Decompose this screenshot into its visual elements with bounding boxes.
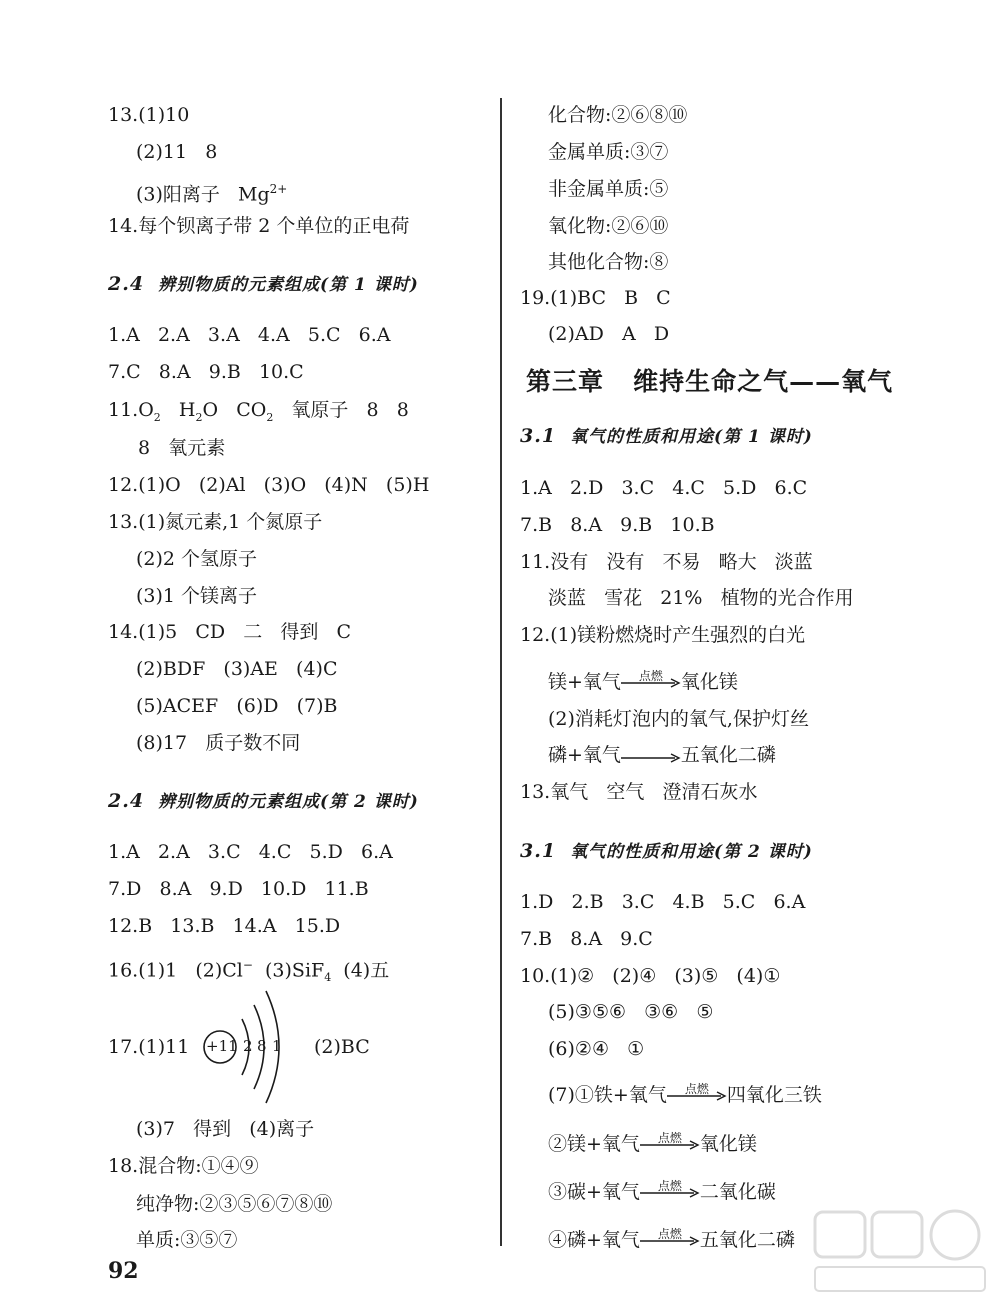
answer-line: (3)1 个镁离子	[136, 585, 258, 607]
answer-line: 1.D 2.B 3.C 4.B 5.C 6.A	[520, 891, 806, 913]
reaction-arrow: 点燃	[640, 1132, 700, 1156]
answer-line: (5)ACEF (6)D (7)B	[136, 695, 338, 717]
electron-shell-3: 1	[272, 1037, 282, 1055]
electron-shell-2: 8	[257, 1037, 267, 1055]
answer-line: 16.(1)1 (2)Cl− (3)SiF$_4$ (4)五	[108, 958, 390, 985]
chapter-title: 第三章 维持生命之气——氧气	[526, 367, 894, 396]
section-heading: 2.4 辨别物质的元素组成(第 1 课时)	[108, 273, 419, 295]
reaction-arrow: 点燃	[621, 670, 681, 694]
answer-line: 淡蓝 雪花 21% 植物的光合作用	[548, 587, 854, 609]
column-divider	[500, 98, 502, 1246]
answer-line: 7.B 8.A 9.C	[520, 928, 653, 950]
answer-line: 14.(1)5 CD 二 得到 C	[108, 621, 352, 643]
answer-line: (3)7 得到 (4)离子	[136, 1118, 315, 1140]
answer-line: 氧化物:②⑥⑩	[548, 215, 669, 237]
reaction-arrow	[621, 743, 681, 767]
equation-line: ②镁+氧气 点燃 氧化镁	[548, 1131, 757, 1155]
section-heading: 3.1 氧气的性质和用途(第 2 课时)	[520, 840, 813, 862]
atom-nucleus-label: +11	[206, 1037, 238, 1055]
answer-line: (8)17 质子数不同	[136, 732, 301, 754]
answer-line: 8 氧元素	[138, 437, 226, 459]
answer-line: (2)BC	[314, 1036, 370, 1058]
answer-line: 1.A 2.A 3.C 4.C 5.D 6.A	[108, 841, 393, 863]
equation-line: (7)①铁+氧气 点燃 四氧化三铁	[548, 1082, 822, 1106]
reaction-arrow: 点燃	[640, 1228, 700, 1252]
answer-line: 18.混合物:①④⑨	[108, 1155, 259, 1177]
answer-line: 12.(1)镁粉燃烧时产生强烈的白光	[520, 624, 806, 646]
answer-line: (5)③⑤⑥ ③⑥ ⑤	[548, 1001, 714, 1023]
answer-line: (6)②④ ①	[548, 1038, 645, 1060]
equation-line: 磷+氧气 五氧化二磷	[548, 744, 776, 766]
answer-line: 17.(1)11	[108, 1036, 190, 1058]
answer-line: 7.D 8.A 9.D 10.D 11.B	[108, 878, 369, 900]
answer-line: 化合物:②⑥⑧⑩	[548, 104, 688, 126]
answer-line: 单质:③⑤⑦	[136, 1229, 238, 1251]
answer-line: 7.C 8.A 9.B 10.C	[108, 361, 304, 383]
answer-line: 13.(1)10	[108, 104, 190, 126]
answer-line: 7.B 8.A 9.B 10.B	[520, 514, 715, 536]
answer-line: (2)BDF (3)AE (4)C	[136, 658, 338, 680]
answer-line: (2)11 8	[136, 141, 218, 163]
answer-line: 10.(1)② (2)④ (3)⑤ (4)①	[520, 965, 781, 987]
answer-line: 12.(1)O (2)Al (3)O (4)N (5)H	[108, 474, 430, 496]
reaction-arrow: 点燃	[640, 1180, 700, 1204]
answer-line: 金属单质:③⑦	[548, 141, 669, 163]
equation-line: ③碳+氧气 点燃 二氧化碳	[548, 1179, 776, 1203]
page-number: 92	[108, 1258, 139, 1284]
watermark-logo	[810, 1207, 990, 1297]
answer-line: 13.(1)氮元素,1 个氮原子	[108, 511, 323, 533]
answer-line: (2)AD A D	[548, 323, 670, 345]
answer-line: 11.没有 没有 不易 略大 淡蓝	[520, 551, 813, 573]
atom-structure-diagram	[198, 985, 308, 1110]
answer-line: 19.(1)BC B C	[520, 287, 671, 309]
answer-line: 12.B 13.B 14.A 15.D	[108, 915, 341, 937]
answer-line: 1.A 2.A 3.A 4.A 5.C 6.A	[108, 324, 391, 346]
answer-line: (2)消耗灯泡内的氧气,保护灯丝	[548, 708, 809, 730]
section-heading: 3.1 氧气的性质和用途(第 1 课时)	[520, 425, 813, 447]
electron-shell-1: 2	[243, 1037, 253, 1055]
equation-line: 镁+氧气 点燃 氧化镁	[548, 669, 738, 693]
equation-line: ④磷+氧气 点燃 五氧化二磷	[548, 1227, 795, 1251]
answer-line: (3)阳离子 $Mg^{2+}$	[136, 182, 288, 206]
answer-line: 纯净物:②③⑤⑥⑦⑧⑩	[136, 1193, 333, 1215]
answer-line: 非金属单质:⑤	[548, 178, 669, 200]
answer-line: 14.每个钡离子带 2 个单位的正电荷	[108, 215, 410, 237]
section-heading: 2.4 辨别物质的元素组成(第 2 课时)	[108, 790, 419, 812]
reaction-arrow: 点燃	[667, 1083, 727, 1107]
answer-line: 1.A 2.D 3.C 4.C 5.D 6.C	[520, 477, 808, 499]
answer-line: $11.O_2$ $H_2O$ $CO_2$ 氧原子 8 8	[108, 399, 409, 424]
answer-line: 13.氧气 空气 澄清石灰水	[520, 781, 758, 803]
answer-line: (2)2 个氢原子	[136, 548, 258, 570]
answer-line: 其他化合物:⑧	[548, 251, 669, 273]
